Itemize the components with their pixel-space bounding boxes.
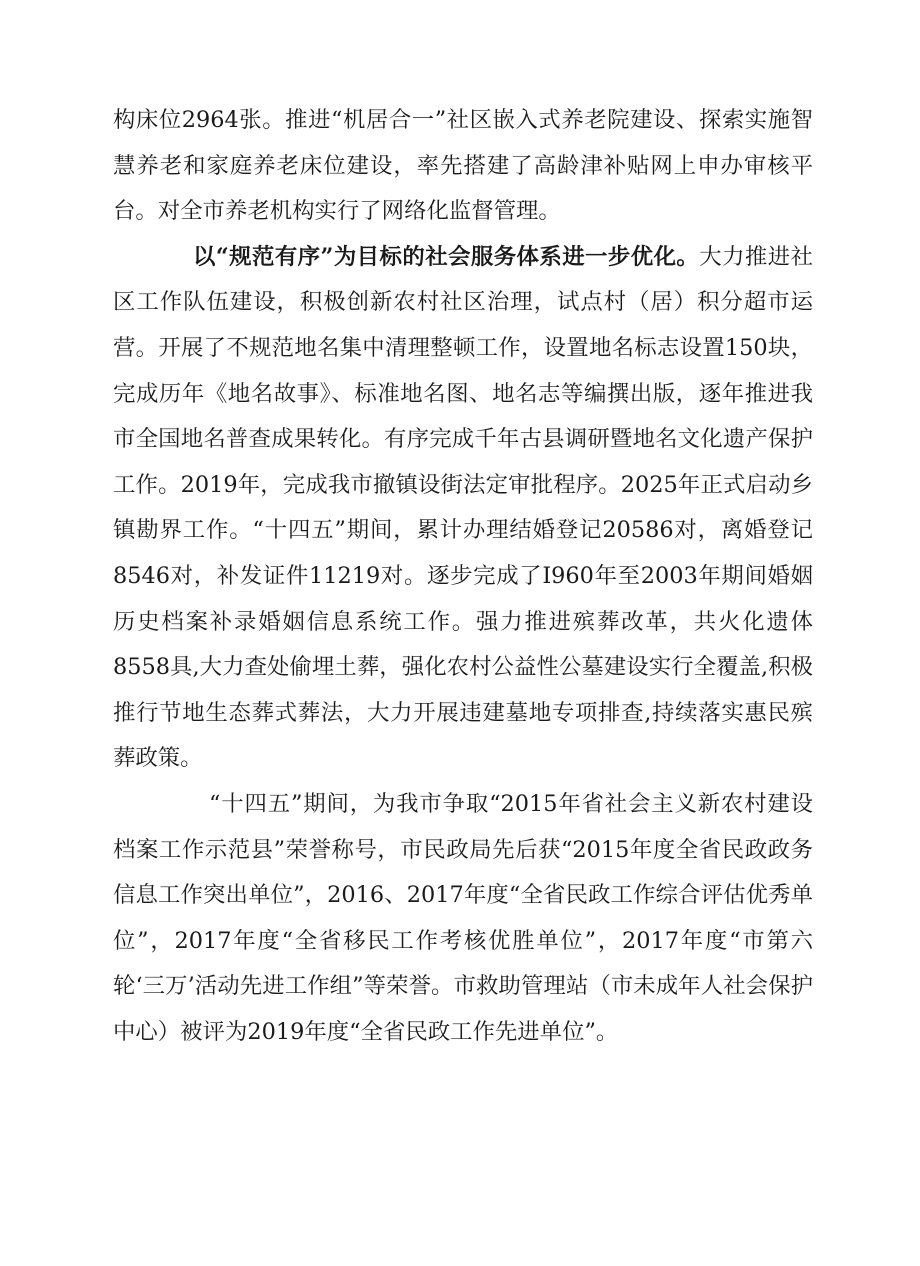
paragraph-text: 构床位2964张。推进“机居合一”社区嵌入式养老院建设、探索实施智慧养老和家庭养老床位建设，率先搭建了高龄津补贴网上申办审核平台。对全市养老机构实行了网络化监督管理。 xyxy=(113,107,813,225)
paragraph-text: 大力推进社区工作队伍建设，积极创新农村社区治理，试点村（居）积分超市运营。开展了不规范地名集中清理整顿工作，设置地名标志设置150块，完成历年《地名故事》、标准地名图、地名志等编撰出版，逐年推进我市全国地名普查成果转化。有序完成千年古县调研暨地名文化遗产保护工作。2019年，完成我市撤镇设街法定审批程序。2025年正式启动乡镇勘界工作。“十四五”期间，累计办理结婚登记20586对，离婚登记8546对，补发证件11219对。逐步完成了I960年至2003年期间婚姻历史档案补录婚姻信息系统工作。强力推进殡葬改革，共火化遗体8558具,大力查处偷埋土葬，强化农村公益性公墓建设实行全覆盖,积极推行节地生态葬式葬法，大力开展违建墓地专项排查,持续落实惠民殡葬政策。 xyxy=(113,243,813,772)
document-body xyxy=(113,98,813,1055)
paragraph-honors xyxy=(113,782,813,1056)
paragraph-social-services xyxy=(113,235,813,782)
paragraph-lead-heading: 以“规范有序”为目标的社会服务体系进一步优化。 xyxy=(193,243,700,270)
paragraph-text: “十四五”期间，为我市争取“2015年省社会主义新农村建设档案工作示范县”荣誉称号，市民政局先后获“2015年度全省民政政务信息工作突出单位”，2016、2017年度“全省民政工作综合评估优秀单位”，2017年度“全省移民工作考核优胜单位”，2017年度“市第六轮‘三万’活动先进工作组”等荣誉。市救助管理站（市未成年人社会保护中心）被评为2019年度“全省民政工作先进单位”。 xyxy=(113,790,813,1045)
paragraph-elderly-care xyxy=(113,98,813,235)
